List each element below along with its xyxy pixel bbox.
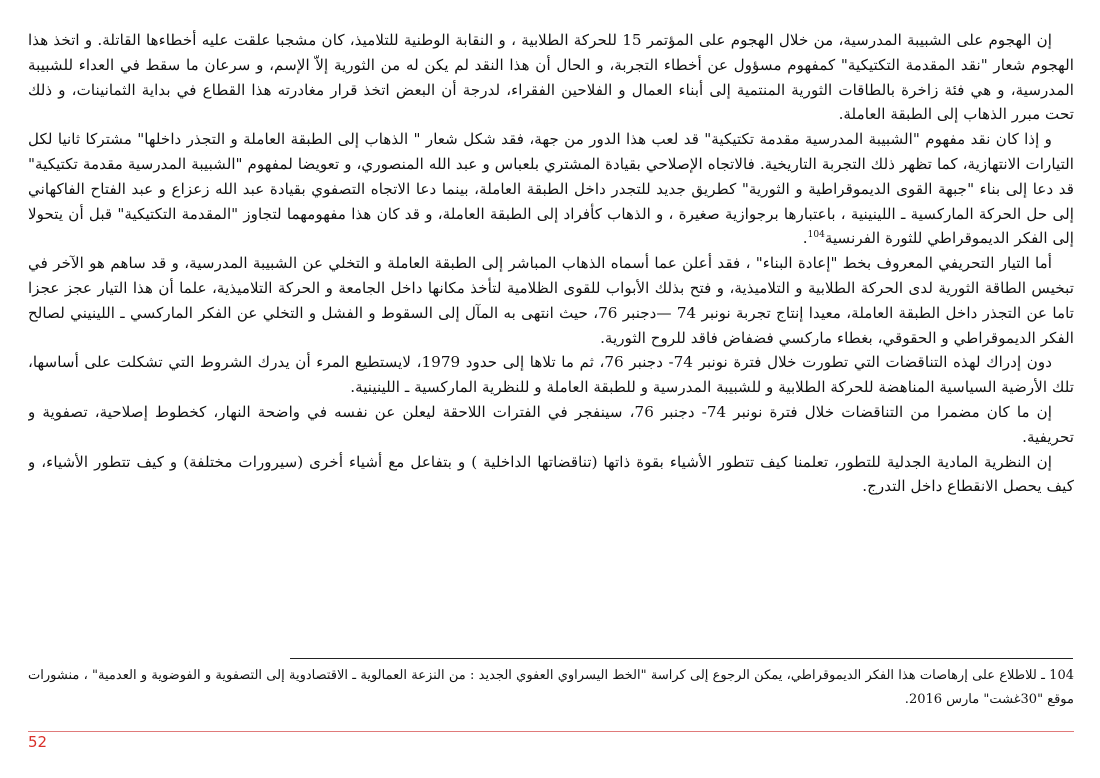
paragraph-4: دون إدراك لهذه التناقضات التي تطورت خلال فترة نونبر 74- دجنبر 76، ثم ما تلاها إلى حدود 1979، لايستطيع المرء أن يدرك الشروط التي تشكلت على أساسها، تلك الأرضية السياسية المناهضة للحركة الطلابية و للشبيبة المدرسية و للطبقة العاملة و للنظرية الماركسية ـ اللينينية. [28,353,1074,397]
paragraph-2: و إذا كان نقد مفهوم "الشبيبة المدرسية مقدمة تكتيكية" قد لعب هذا الدور من جهة، فقد شكل شعار " الذهاب إلى الطبقة العاملة و التجذر داخلها" مشتركا ثانيا لكل التيارات الانتهازية، كما تظهر ذلك التجربة التاريخية. فالاتجاه الإصلاحي بقيادة المشتري بلعباس و عبد الله المنصوري، و تعويضا لمفهوم "الشبيبة المدرسية مقدمة تكتيكية" قد دعا إلى بناء "جبهة القوى الديموقراطية و الثورية" كطريق جديد للتجدر داخل الطبقة العاملة، بينما دعا الاتجاه التصفوي بقيادة عبد الله زعزاع و عبد الفتاح الفاكهاني إلى حل الحركة الماركسية ـ اللينينية ، باعتبارها برجوازية صغيرة ، و الذهاب كأفراد إلى الطبقة العاملة، و قد كان هذا مفهومهما لتجاوز "المقدمة التكتيكية" قبل أن يتحولا إلى الفكر الديموقراطي للثورة الفرنسية$^{104}$. [28,130,1074,248]
paragraph-6: إن النظرية المادية الجدلية للتطور، تعلمنا كيف تتطور الأشياء بقوة ذاتها (تناقضاتها الداخلية ) و بتفاعل مع أشياء أخرى (سيرورات مختلفة) و كيف تتطور الأشياء، و كيف يحصل الانقطاع داخل التدرج. [28,452,1074,496]
page-footer-divider [28,731,1074,732]
paragraph-5: إن ما كان مضمرا من التناقضات خلال فترة نونبر 74- دجنبر 76، سينفجر في الفترات اللاحقة ليعلن عن نفسه في واضحة النهار، كخطوط إصلاحية، تصفوية و تحريفية. [28,402,1074,446]
body-text [28,28,1074,628]
paragraph-2-text: و إذا كان نقد مفهوم "الشبيبة المدرسية مقدمة تكتيكية" قد لعب هذا الدور من جهة، فقد شكل شعار " الذهاب إلى الطبقة العاملة و التجذر داخلها" مشتركا ثانيا لكل التيارات الانتهازية، كما تظهر ذلك التجربة التاريخية. فالاتجاه الإصلاحي بقيادة المشتري بلعباس و عبد الله المنصوري، و تعويضا لمفهوم "الشبيبة المدرسية مقدمة تكتيكية" قد دعا إلى بناء "جبهة القوى الديموقراطية و الثورية" كطريق جديد للتجدر داخل الطبقة العاملة، بينما دعا الاتجاه التصفوي بقيادة عبد الله زعزاع و عبد الفتاح الفاكهاني إلى حل الحركة الماركسية ـ اللينينية ، باعتبارها برجوازية صغيرة ، و الذهاب كأفراد إلى الطبقة العاملة، و قد كان هذا مفهومهما لتجاوز "المقدمة التكتيكية" قبل أن يتحولا إلى الفكر الديموقراطي للثورة الفرنسية [28,130,1074,248]
paragraph-1: إن الهجوم على الشبيبة المدرسية، من خلال الهجوم على المؤتمر 15 للحركة الطلابية ، و النقابة الوطنية للتلاميذ، كان مشجبا علقت عليه أخطاءها القاتلة. و اتخذ هذا الهجوم شعار "نقد المقدمة التكتيكية" كمفهوم مسؤول عن أخطاء التجربة، و الحال أن هذا النقد لم يكن له من الثورية إلاّ الإسم، و سرعان ما سقط في العداء للشبيبة المدرسية، و هي فئة زاخرة بالطاقات الثورية المنتمية إلى أبناء العمال و الفلاحين الفقراء، لدرجة أن البعض اتخذ قرار مغادرته هذا القطاع في بداية الثمانينات، و ذلك تحت مبرر الذهاب إلى الطبقة العاملة. [28,31,1074,124]
paragraph-3: أما التيار التحريفي المعروف بخط "إعادة البناء" ، فقد أعلن عما أسماه الذهاب المباشر إلى الطبقة العاملة و التخلي عن الشبيبة المدرسية، و قد ساهم هو الآخر في تبخيس الطاقة الثورية لدى الحركة الطلابية و التلاميذية، و فتح بذلك الأبواب للقوى الظلامية لتأخذ مكانها داخل الجامعة و الحركة التلاميذية، علما أن هذا التيار عجز عجزا تاما عن التجذر داخل الطبقة العاملة، معيدا إنتاج تجربة نونبر 74 —دجنبر 76، حيث انتهى به المآل إلى السقوط و الفشل و التخلي عن الفكر الماركسي ـ اللينيني لصالح الفكر الديموقراطي و الحقوقي، بغطاء ماركسي فضفاض فاقد للروح الثورية. [28,254,1074,347]
footnote-divider [290,658,1073,659]
footnote-text: 104 ـ للاطلاع على إرهاصات هذا الفكر الديموقراطي، يمكن الرجوع إلى كراسة "الخط اليسراوي العفوي الجديد : من النزعة العمالوية ـ الاقتصادوية إلى التصفوية و الفوضوية و العدمية" ، منشورات موقع "30غشت" مارس 2016. [28,668,1074,707]
footnote-reference: 104 [807,230,825,241]
footnote [28,664,1074,712]
page-number: 52 [28,733,48,751]
